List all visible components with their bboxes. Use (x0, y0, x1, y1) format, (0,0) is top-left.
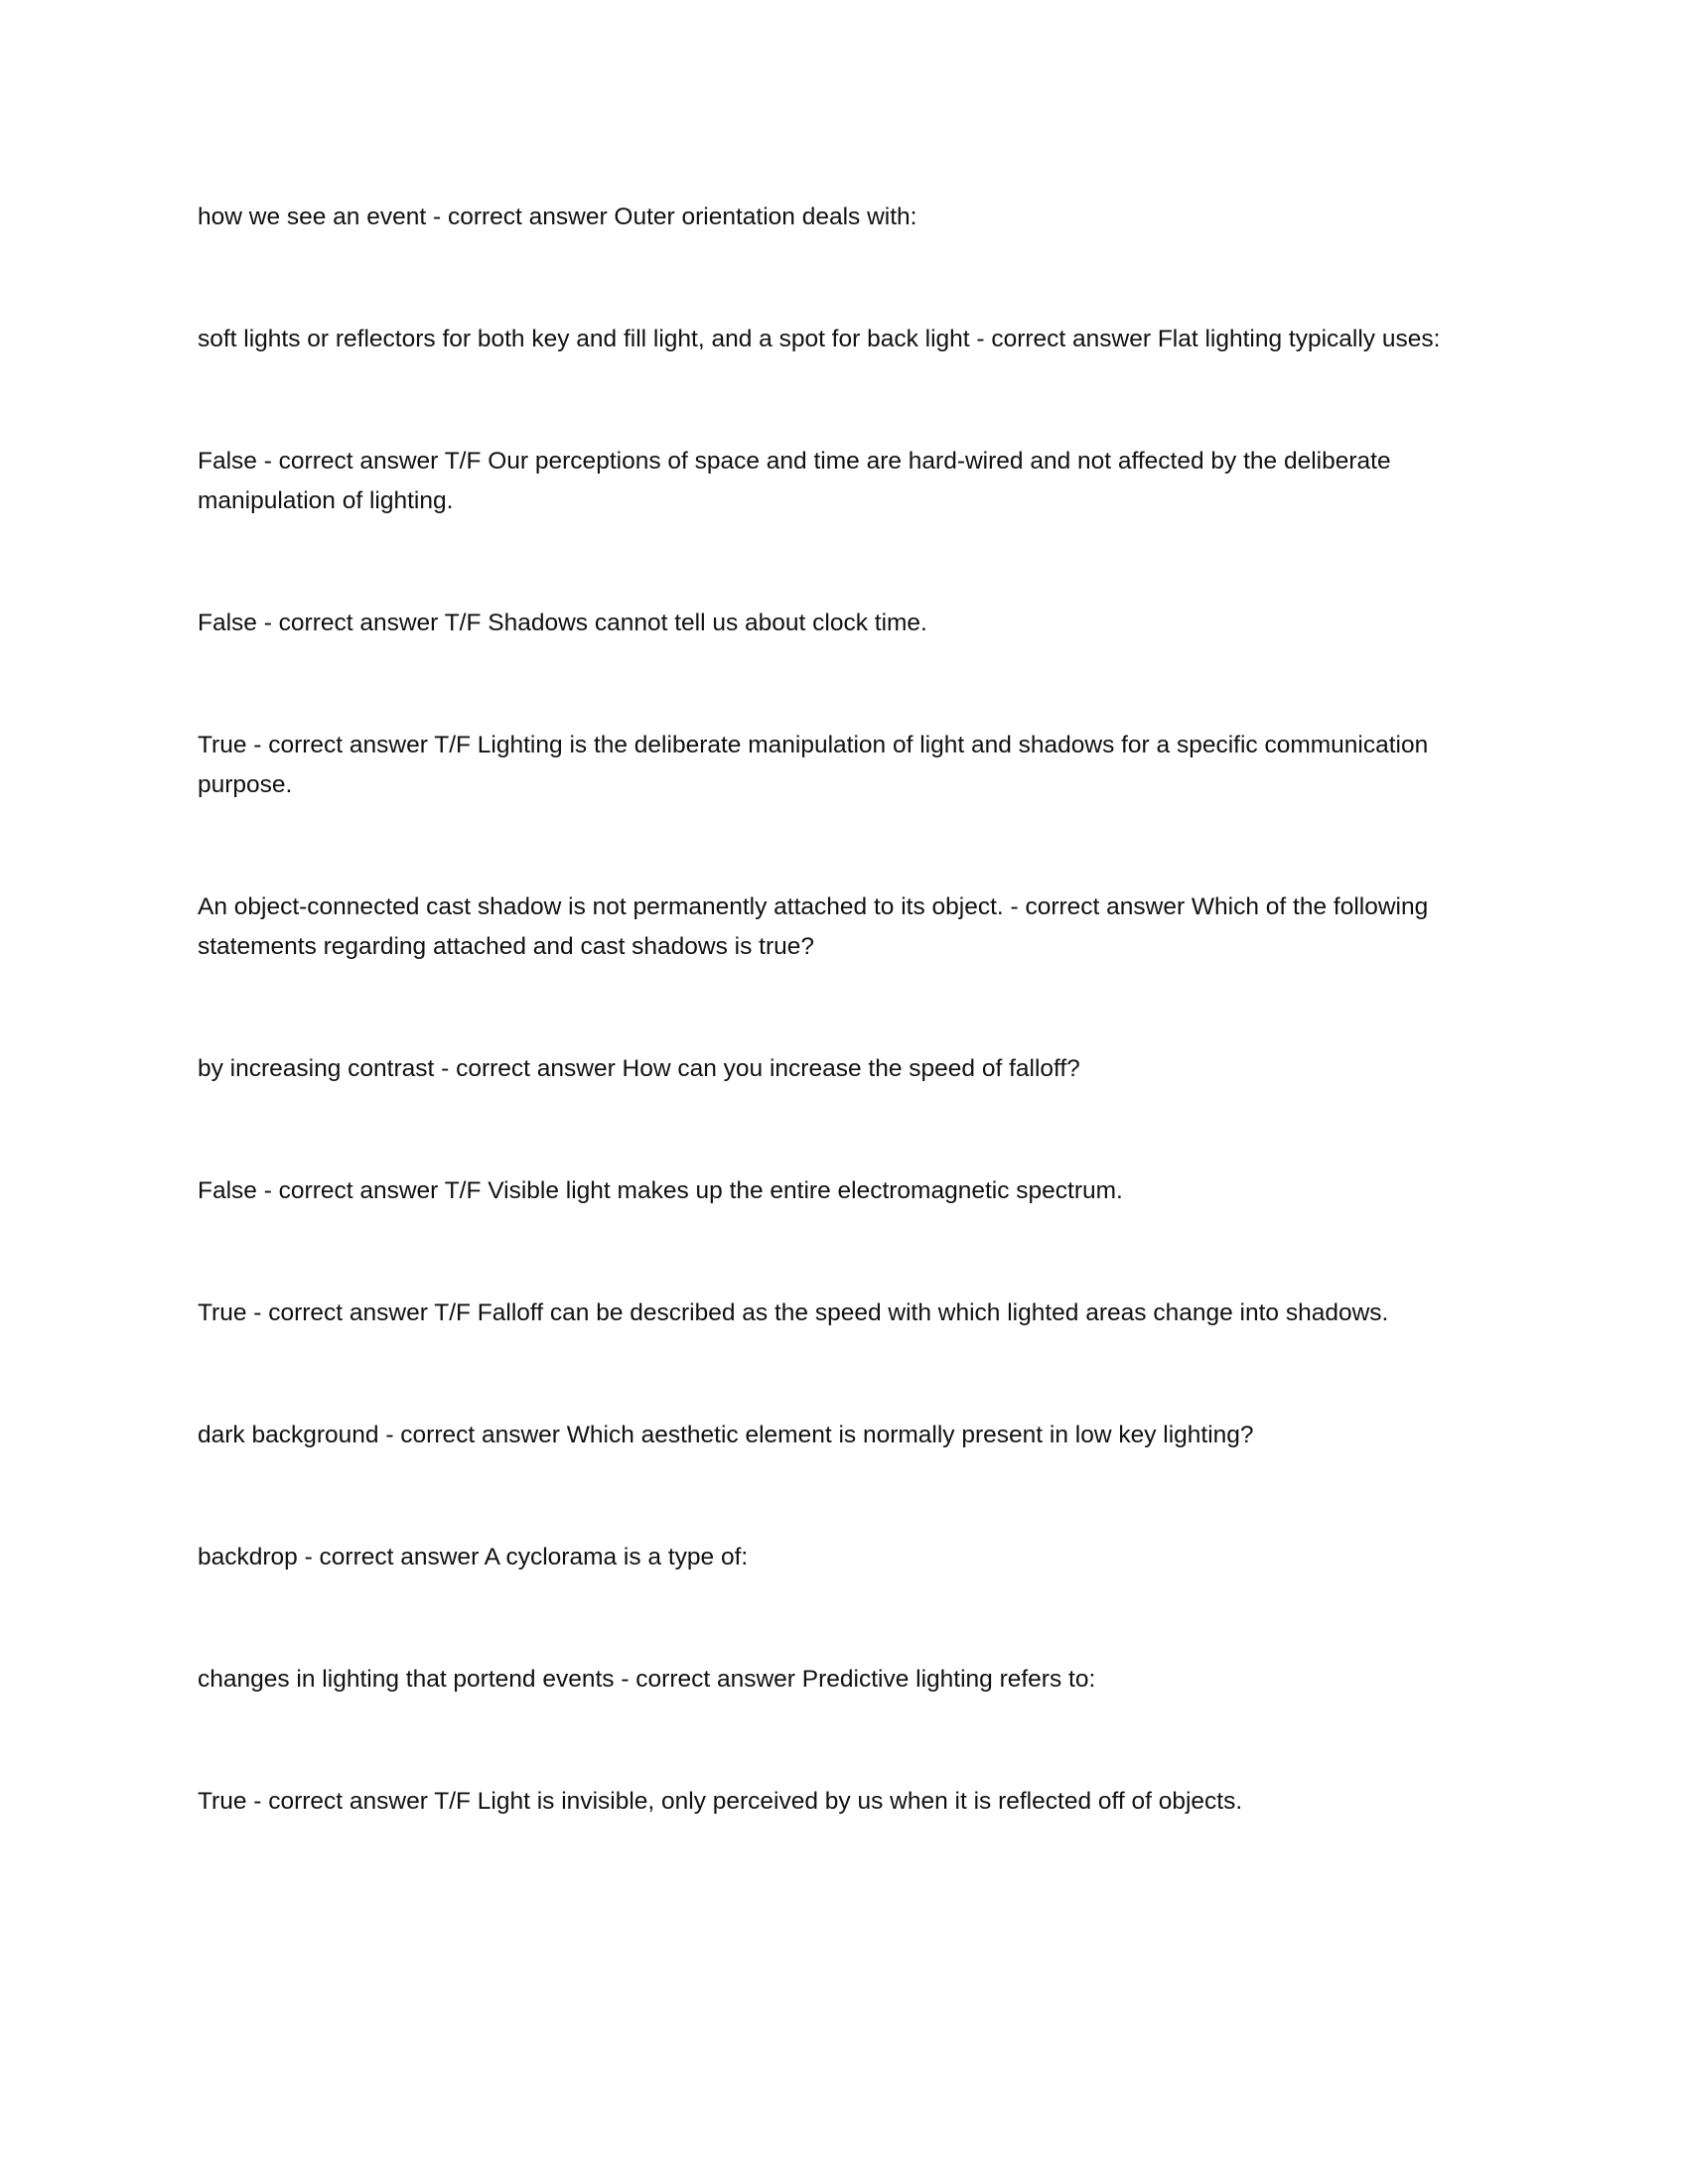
qa-entry: True - correct answer T/F Light is invisible, only perceived by us when it is reflected off of objects. (198, 1788, 1243, 1815)
qa-entry: how we see an event - correct answer Outer orientation deals with: (198, 204, 917, 230)
qa-entry: True - correct answer T/F Lighting is the deliberate manipulation of light and shadows for a specific communication purpose. (198, 732, 1429, 798)
qa-entry: True - correct answer T/F Falloff can be described as the speed with which lighted areas change into shadows. (198, 1299, 1389, 1326)
qa-entry: soft lights or reflectors for both key and fill light, and a spot for back light - correct answer Flat lighting typically uses: (198, 326, 1441, 352)
qa-entry: False - correct answer T/F Our perceptions of space and time are hard-wired and not affected by the deliberate manipulation of lighting. (198, 448, 1391, 514)
qa-entry: An object-connected cast shadow is not permanently attached to its object. - correct answer Which of the following statements regarding attached and cast shadows is true? (198, 893, 1429, 960)
qa-entry: False - correct answer T/F Visible light makes up the entire electromagnetic spectrum. (198, 1177, 1123, 1204)
qa-entry: dark background - correct answer Which aesthetic element is normally present in low key lighting? (198, 1422, 1254, 1448)
qa-entry: changes in lighting that portend events - correct answer Predictive lighting refers to: (198, 1666, 1096, 1693)
qa-entry: False - correct answer T/F Shadows cannot tell us about clock time. (198, 610, 927, 636)
qa-entry: by increasing contrast - correct answer How can you increase the speed of falloff? (198, 1055, 1080, 1082)
qa-entry: backdrop - correct answer A cyclorama is a type of: (198, 1544, 749, 1570)
document-page (198, 198, 1469, 1904)
